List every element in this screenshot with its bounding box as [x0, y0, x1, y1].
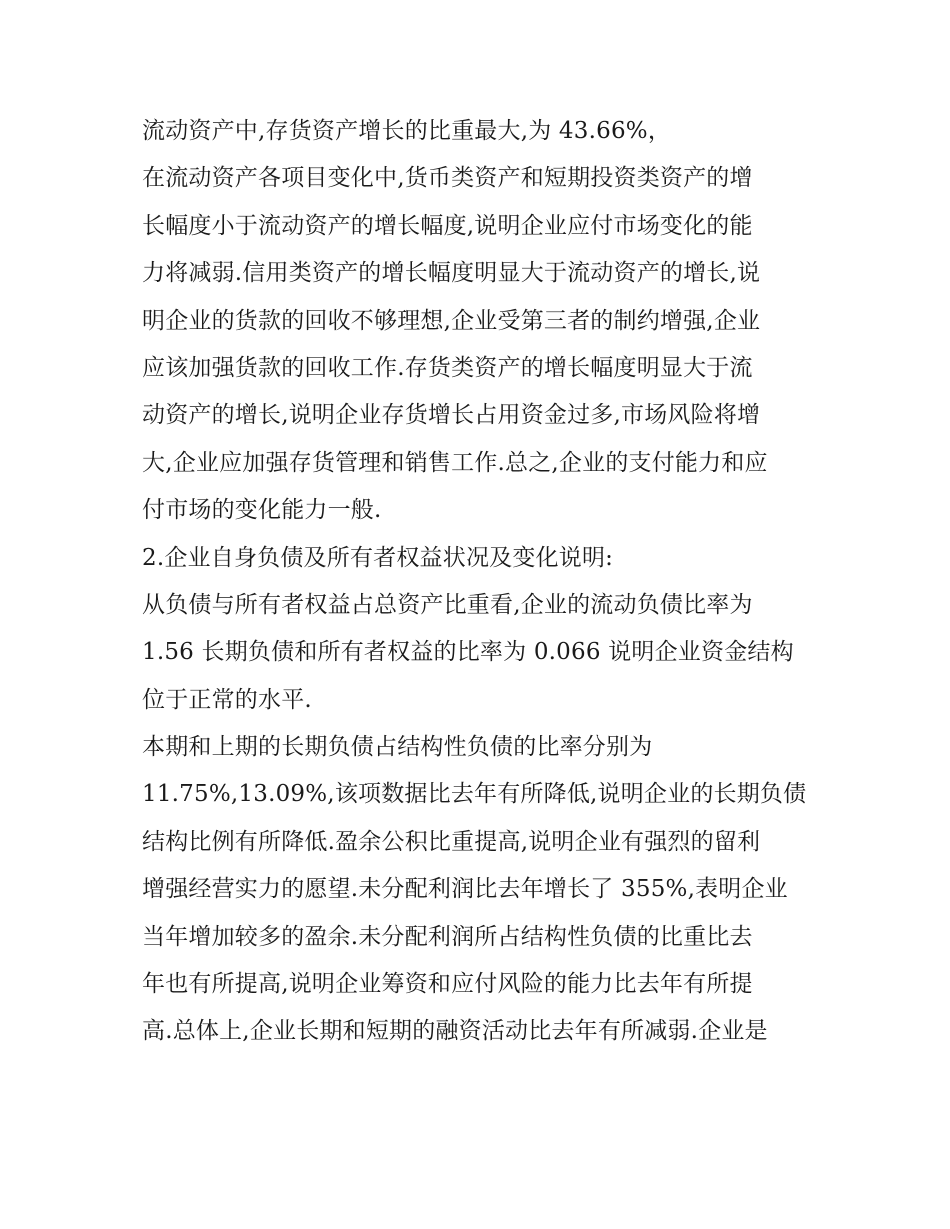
text-line: 位于正常的水平. [142, 686, 312, 713]
body-text [142, 108, 822, 1056]
text-line: 动资产的增长,说明企业存货增长占用资金过多,市场风险将增 [142, 402, 761, 429]
text-line: 应该加强货款的回收工作.存货类资产的增长幅度明显大于流 [142, 354, 753, 381]
text-line: 明企业的货款的回收不够理想,企业受第三者的制约增强,企业 [142, 307, 761, 334]
text-line: 结构比例有所降低.盈余公积比重提高,说明企业有强烈的留利 [142, 828, 761, 855]
text-line: 年也有所提高,说明企业筹资和应付风险的能力比去年有所提 [142, 971, 753, 998]
text-line: 大,企业应加强存货管理和销售工作.总之,企业的支付能力和应 [142, 449, 768, 476]
text-line: 付市场的变化能力一般. [142, 497, 382, 524]
text-line: 11.75%,13.09%,该项数据比去年有所降低,说明企业的长期负债 [142, 781, 807, 808]
text-line: 在流动资产各项目变化中,货币类资产和短期投资类资产的增 [142, 165, 753, 192]
text-line: 长幅度小于流动资产的增长幅度,说明企业应付市场变化的能 [142, 212, 753, 239]
text-line: 本期和上期的长期负债占结构性负债的比率分别为 [142, 734, 653, 761]
text-line: 力将减弱.信用类资产的增长幅度明显大于流动资产的增长,说 [142, 260, 761, 287]
section-heading: 2.企业自身负债及所有者权益状况及变化说明: [142, 544, 614, 571]
text-line: 从负债与所有者权益占总资产比重看,企业的流动负债比率为 [142, 591, 753, 618]
text-line: 增强经营实力的愿望.未分配利润比去年增长了 355%,表明企业 [142, 876, 788, 903]
text-line: 当年增加较多的盈余.未分配利润所占结构性负债的比重比去 [142, 923, 753, 950]
text-line: 1.56 长期负债和所有者权益的比率为 0.066 说明企业资金结构 [142, 639, 794, 666]
text-line: 高.总体上,企业长期和短期的融资活动比去年有所减弱.企业是 [142, 1018, 768, 1045]
text-line: 流动资产中,存货资产增长的比重最大,为 43.66%， [142, 118, 672, 144]
